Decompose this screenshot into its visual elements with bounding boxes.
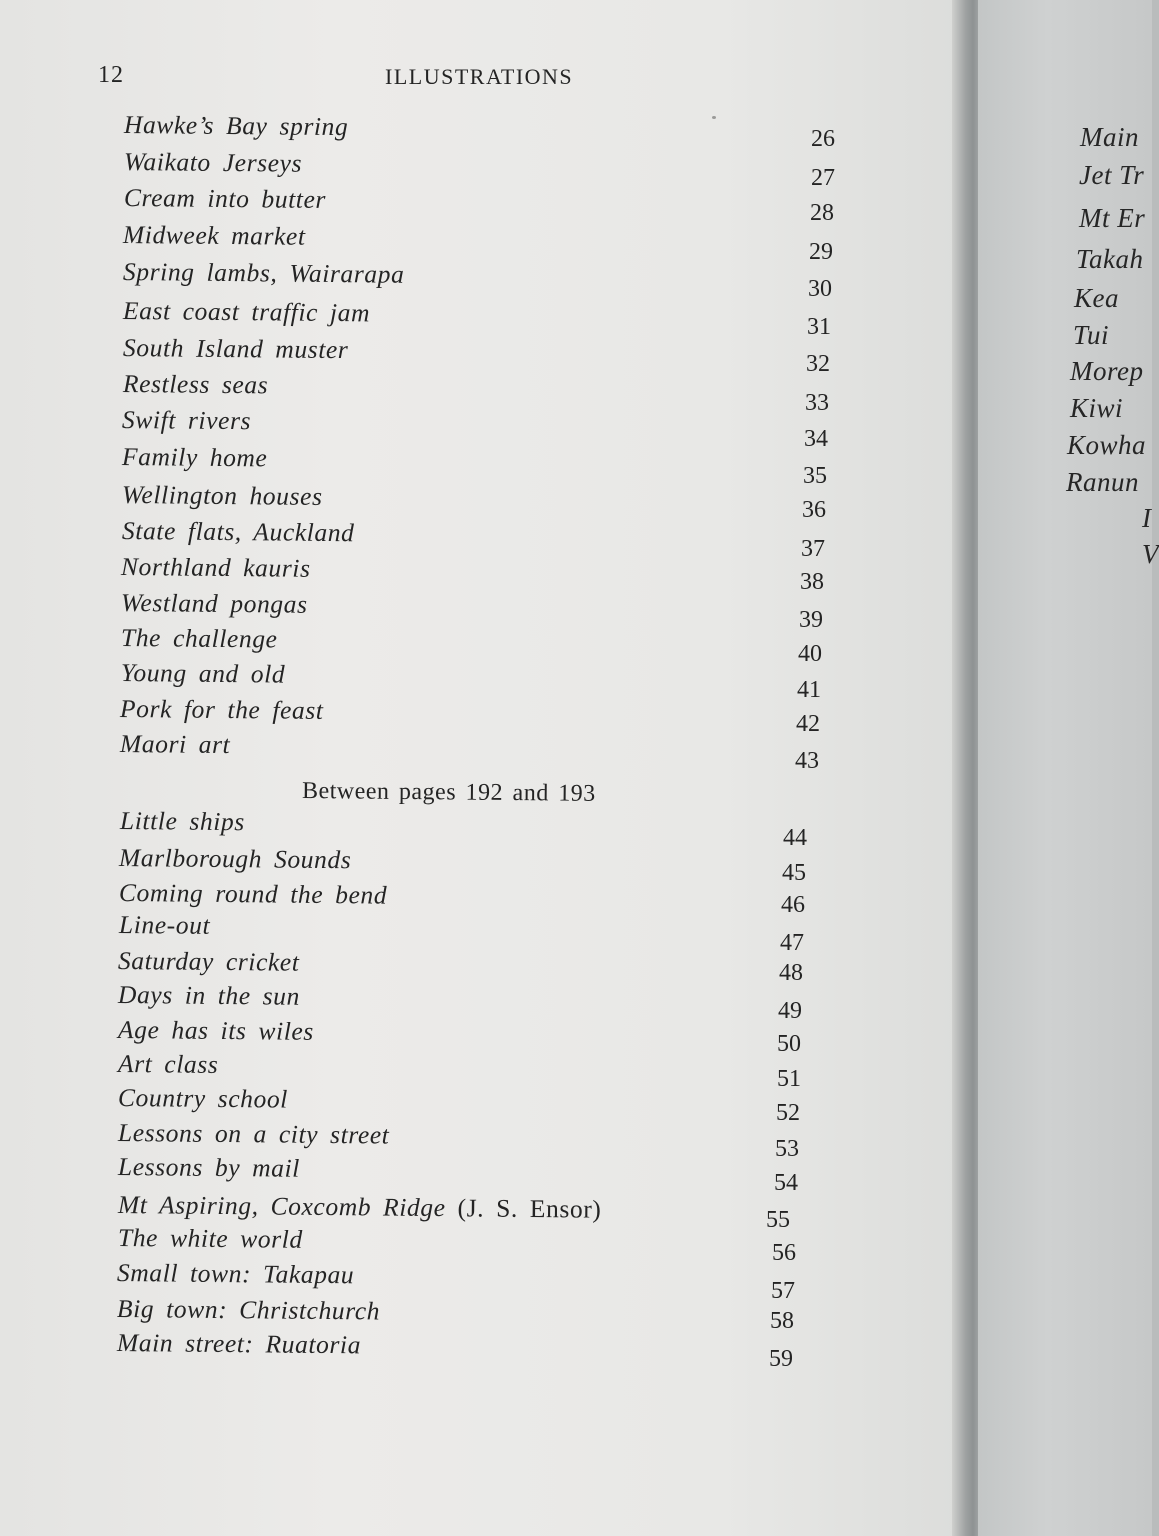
entry-title: Spring lambs, Wairarapa xyxy=(122,257,405,289)
entry-number: 46 xyxy=(781,892,805,918)
entry-number: 59 xyxy=(769,1346,793,1372)
section-heading: Between pages 192 and 193 xyxy=(301,778,596,807)
right-page-fragment: V xyxy=(1142,539,1159,569)
page-number: 12 xyxy=(98,62,124,88)
entry-title: Waikato Jerseys xyxy=(123,147,303,178)
entry-title: Pork for the feast xyxy=(119,694,324,725)
entry-title: Restless seas xyxy=(122,369,269,400)
entry-number: 48 xyxy=(779,960,803,986)
entry-title: Big town: Christchurch xyxy=(116,1294,381,1326)
entry-title: Age has its wiles xyxy=(117,1015,315,1046)
entry-title: Westland pongas xyxy=(120,588,308,619)
entry-number: 35 xyxy=(803,463,827,489)
entry-title: Lessons by mail xyxy=(117,1152,301,1183)
entry-title: Cream into butter xyxy=(123,183,327,214)
entry-number: 29 xyxy=(809,239,833,265)
entry-number: 28 xyxy=(810,200,834,226)
entry-title: Days in the sun xyxy=(117,980,301,1011)
paper-speck xyxy=(712,116,716,119)
entry-number: 45 xyxy=(782,860,806,886)
entry-number: 47 xyxy=(780,930,804,956)
entry-title: Northland kauris xyxy=(120,552,311,583)
entry-title: Swift rivers xyxy=(121,405,252,436)
entry-number: 51 xyxy=(777,1066,801,1092)
right-page-fragment: Takah xyxy=(1076,244,1144,274)
entry-number: 31 xyxy=(807,314,831,340)
entry-title: Art class xyxy=(117,1049,219,1079)
right-page-fragment: Kowha xyxy=(1067,430,1147,460)
entry-number: 56 xyxy=(772,1240,796,1266)
entry-title: Little ships xyxy=(119,806,245,837)
entry-number: 49 xyxy=(778,998,802,1024)
entry-title: Maori art xyxy=(119,729,231,760)
right-page-fragment: Main xyxy=(1080,122,1139,152)
entry-title: Marlborough Sounds xyxy=(118,843,352,875)
entry-title: Family home xyxy=(121,442,268,473)
entry-number: 32 xyxy=(806,351,830,377)
entry-title: Coming round the bend xyxy=(118,878,388,910)
entry-number: 33 xyxy=(805,390,829,416)
entry-number: 36 xyxy=(802,497,826,523)
entry-number: 50 xyxy=(777,1031,801,1057)
entry-number: 55 xyxy=(766,1207,790,1233)
right-page-fragment: I xyxy=(1142,503,1152,533)
entry-title: Country school xyxy=(117,1083,289,1114)
entry-number: 27 xyxy=(811,165,835,191)
right-page-fragment: Tui xyxy=(1073,320,1110,350)
right-page-fragment: Kiwi xyxy=(1070,393,1124,423)
entry-number: 41 xyxy=(797,677,821,703)
entry-number: 44 xyxy=(783,825,807,851)
entry-number: 42 xyxy=(796,711,820,737)
entry-number: 40 xyxy=(798,641,822,667)
entry-title: Wellington houses xyxy=(121,480,323,511)
photographer-credit: (J. S. Ensor) xyxy=(457,1193,602,1224)
entry-title: The white world xyxy=(117,1223,303,1254)
entry-number: 52 xyxy=(776,1100,800,1126)
entry-title: The challenge xyxy=(120,623,278,654)
entry-number: 54 xyxy=(774,1170,798,1196)
entry-title: Midweek market xyxy=(122,220,306,251)
entry-number: 43 xyxy=(795,748,819,774)
entry-number: 58 xyxy=(770,1308,794,1334)
right-page-fragment: Kea xyxy=(1074,283,1119,313)
entry-title: Hawke’s Bay spring xyxy=(123,110,349,142)
entry-title: Young and old xyxy=(120,658,286,689)
entry-number: 26 xyxy=(811,126,835,152)
entry-title-text: Mt Aspiring, Coxcomb Ridge xyxy=(117,1190,446,1223)
entry-number: 39 xyxy=(799,607,823,633)
entry-title: Lessons on a city street xyxy=(117,1118,390,1150)
entry-number: 38 xyxy=(800,569,824,595)
entry-title: Small town: Takapau xyxy=(116,1258,355,1290)
right-page-fragment: Morep xyxy=(1070,356,1144,386)
right-page-fragment: Jet Tr xyxy=(1079,160,1145,190)
entry-number: 57 xyxy=(771,1278,795,1304)
entry-title: Saturday cricket xyxy=(117,946,300,977)
entry-number: 30 xyxy=(808,276,832,302)
entry-title: State flats, Auckland xyxy=(121,516,355,548)
entry-title: East coast traffic jam xyxy=(122,296,371,328)
running-head: ILLUSTRATIONS xyxy=(385,64,574,89)
entry-title xyxy=(118,1190,602,1225)
right-page xyxy=(978,0,1159,1536)
entry-number: 53 xyxy=(775,1136,799,1162)
entry-number: 37 xyxy=(801,536,825,562)
entry-number: 34 xyxy=(804,426,828,452)
entry-title: South Island muster xyxy=(122,333,349,365)
right-page-fragment: Mt Er xyxy=(1079,203,1146,233)
right-page-fragment: Ranun xyxy=(1066,467,1139,497)
entry-title: Main street: Ruatoria xyxy=(116,1328,362,1360)
entry-title: Line-out xyxy=(118,910,211,940)
